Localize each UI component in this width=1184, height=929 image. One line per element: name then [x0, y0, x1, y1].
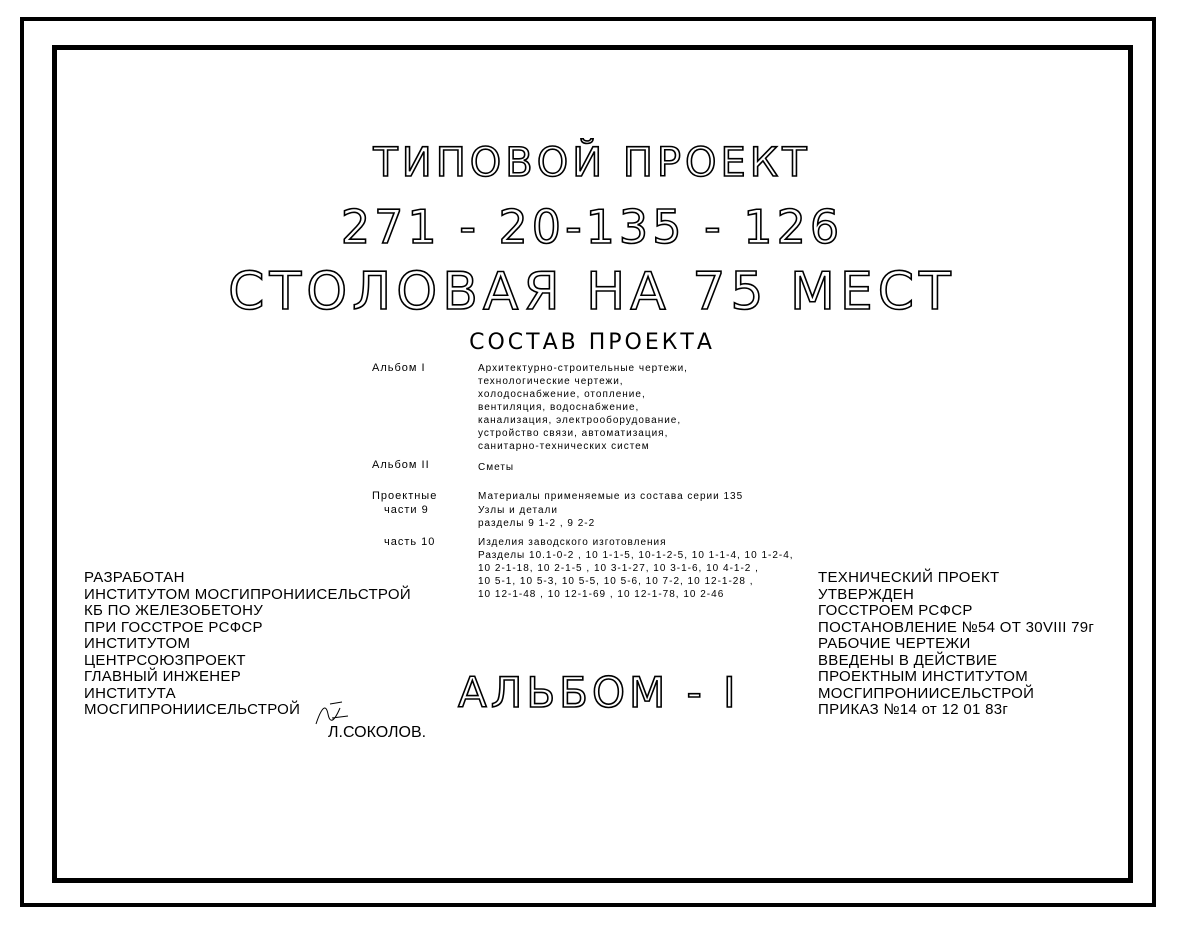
developer-line: ИНСТИТУТОМ МОСГИПРОНИИСЕЛЬСТРОЙ — [84, 585, 411, 603]
album-number: АЛЬБОМ - I — [458, 668, 740, 717]
developer-line: ЦЕНТРСОЮЗПРОЕКТ — [84, 651, 246, 669]
project-parts-label: Проектные — [372, 490, 438, 502]
part10-contents — [478, 536, 794, 601]
album1-line: санитарно-технических систем — [478, 441, 650, 452]
part9-label: части 9 — [384, 504, 429, 516]
approval-line: ГОССТРОЕМ РСФСР — [818, 602, 973, 619]
part9-line: Узлы и детали — [478, 505, 558, 516]
approval-line: МОСГИПРОНИИСЕЛЬСТРОЙ — [818, 684, 1035, 702]
album1-contents — [478, 362, 688, 453]
developer-line: ПРИ ГОССТРОЕ РСФСР — [84, 618, 263, 636]
part10-line: Изделия заводского изготовления — [478, 537, 667, 548]
project-name: СТОЛОВАЯ НА 75 МЕСТ — [228, 262, 956, 322]
approval-line: ВВЕДЕНЫ В ДЕЙСТВИЕ — [818, 651, 998, 669]
album2-label: Альбом II — [372, 459, 430, 471]
part10-label: часть 10 — [384, 536, 436, 548]
developer-line: РАЗРАБОТАН — [84, 569, 185, 586]
album1-line: технологические чертежи, — [478, 376, 624, 387]
album1-label: Альбом I — [372, 362, 426, 374]
developer-block — [84, 570, 411, 719]
part9-line: разделы 9 1-2 , 9 2-2 — [478, 518, 596, 529]
approval-line: ПРИКАЗ №14 от 12 01 83г — [818, 701, 1009, 718]
project-number: 271 - 20-135 - 126 — [340, 200, 844, 254]
developer-line: МОСГИПРОНИИСЕЛЬСТРОЙ — [84, 701, 301, 718]
album2-contents: Сметы — [478, 462, 515, 473]
signer-name: Л.СОКОЛОВ. — [328, 724, 427, 741]
approval-line: ПРОЕКТНЫМ ИНСТИТУТОМ — [818, 668, 1029, 685]
developer-line: ИНСТИТУТОМ — [84, 635, 191, 652]
approval-line: УТВЕРЖДЕН — [818, 585, 915, 603]
title-line-1: ТИПОВОЙ ПРОЕКТ — [373, 140, 811, 186]
part10-line: 10 5-1, 10 5-3, 10 5-5, 10 5-6, 10 7-2, 10 12-1-28 , — [478, 576, 754, 587]
project-parts-text: Материалы применяемые из состава серии 135 — [478, 491, 744, 502]
album1-line: вентиляция, водоснабжение, — [478, 402, 640, 413]
developer-line: ИНСТИТУТА — [84, 684, 176, 702]
composition-heading: СОСТАВ ПРОЕКТА — [469, 330, 715, 355]
album1-line: устройство связи, автоматизация, — [478, 428, 669, 439]
album1-line: канализация, электрооборудование, — [478, 415, 682, 426]
approval-block — [818, 570, 1094, 719]
developer-line: КБ ПО ЖЕЛЕЗОБЕТОНУ — [84, 602, 264, 619]
approval-line: ТЕХНИЧЕСКИЙ ПРОЕКТ — [818, 569, 1000, 586]
part10-line: 10 2-1-18, 10 2-1-5 , 10 3-1-27, 10 3-1-6, 10 4-1-2 , — [478, 563, 759, 574]
developer-line: ГЛАВНЫЙ ИНЖЕНЕР — [84, 668, 242, 685]
part10-line: Разделы 10.1-0-2 , 10 1-1-5, 10-1-2-5, 10 1-1-4, 10 1-2-4, — [478, 550, 794, 561]
approval-line: РАБОЧИЕ ЧЕРТЕЖИ — [818, 635, 971, 652]
album1-line: Архитектурно-строительные чертежи, — [478, 363, 688, 374]
part10-line: 10 12-1-48 , 10 12-1-69 , 10 12-1-78, 10 2-46 — [478, 589, 725, 600]
approval-line: ПОСТАНОВЛЕНИЕ №54 ОТ 30VIII 79г — [818, 618, 1095, 636]
album1-line: холодоснабжение, отопление, — [478, 389, 646, 400]
part9-contents — [478, 504, 595, 530]
